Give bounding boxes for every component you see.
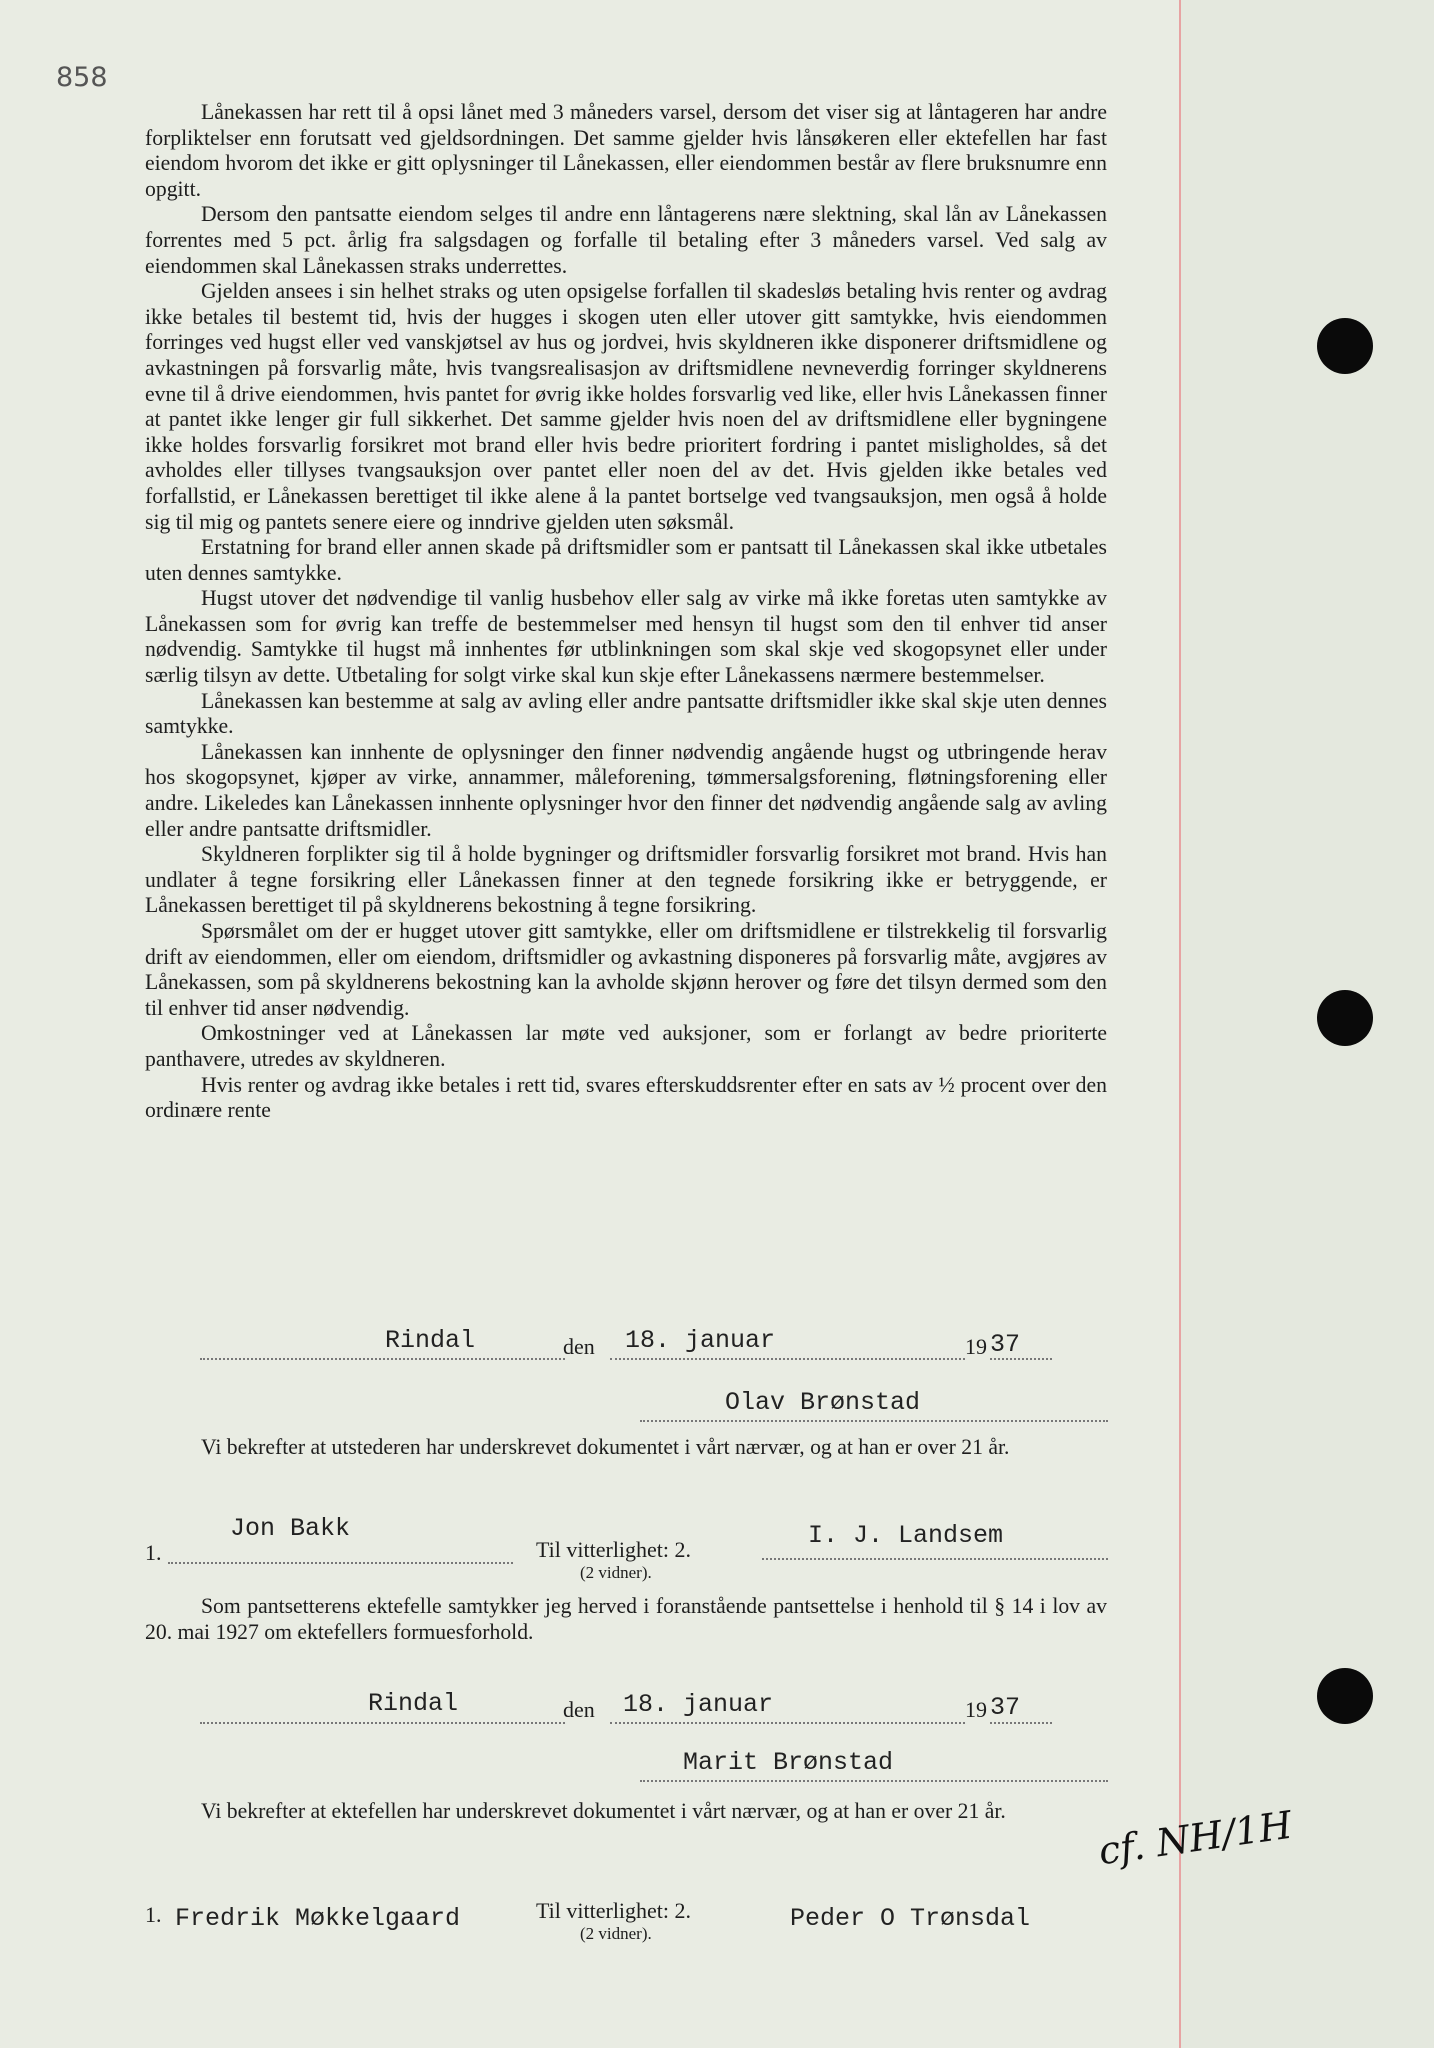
witness-sublabel: (2 vidner). — [580, 1924, 652, 1943]
signature-line — [640, 1780, 1108, 1782]
paragraph: Skyldneren forplikter sig til å holde bygninger og driftsmidler forsvarlig forsikret mot brand. Hvis han undlater å tegne forsikring eller Lånekassen finner at den tegnede forsikring ikke er betryggende, er Lånekassen berettiget til på skyldnerens bekostning å tegne forsikring. — [145, 842, 1107, 918]
year-prefix: 19 — [965, 1697, 987, 1722]
page-number: 858 — [56, 62, 108, 93]
margin-rule — [1179, 0, 1181, 2048]
witness-sublabel: (2 vidner). — [580, 1563, 652, 1582]
paragraph: Omkostninger ved at Lånekassen lar møte ved auksjoner, som er forlangt av bedre prioriterte panthavere, utredes av skyldneren. — [145, 1021, 1107, 1071]
signer-name: Marit Brønstad — [683, 1748, 894, 1777]
witness-label: Til vitterlighet: 2. — [536, 1537, 692, 1562]
place-line — [200, 1358, 565, 1360]
witness-2-name: I. J. Landsem — [808, 1521, 1004, 1550]
signing-date: 18. januar — [625, 1326, 776, 1355]
witness-statement: Vi bekrefter at utstederen har underskrevet dokumentet i vårt nærvær, og at han er over 21 år. — [201, 1435, 1010, 1459]
paragraph: Hugst utover det nødvendige til vanlig husbehov eller salg av virke må ikke foretas uten samtykke av Lånekassen som for øvrig kan treffe de bestemmelser med hensyn til hugst som den til enhver tid anser nødvendig. Samtykke til hugst må innhentes før utblinkningen som skal skje ved skogopsynet eller under særlig tilsyn av dette. Utbetaling for solgt virke skal kun skje efter Lånekassens nærmere bestemmelser. — [145, 586, 1107, 688]
year-prefix: 19 — [965, 1334, 987, 1359]
signing-place: Rindal — [385, 1326, 476, 1355]
witness-label: Til vitterlighet: 2. — [536, 1898, 692, 1923]
den-label: den — [563, 1334, 595, 1359]
date-line — [610, 1358, 965, 1360]
date-line — [610, 1722, 965, 1724]
paragraph: Lånekassen kan bestemme at salg av avling eller andre pantsatte driftsmidler ikke skal skje uten dennes samtykke. — [145, 688, 1107, 739]
right-margin-area — [1181, 0, 1434, 2048]
witness-2-name: Peder O Trønsdal — [790, 1904, 1031, 1933]
witness-number: 1. — [145, 1902, 162, 1927]
paragraph: Hvis renter og avdrag ikke betales i rett tid, svares efterskuddsrenter efter en sats av ½ procent over den ordinære rente — [145, 1072, 1107, 1123]
witness-line — [762, 1558, 1108, 1560]
terms-text — [145, 100, 1107, 1124]
witness-number: 1. — [145, 1540, 162, 1565]
paragraph: Lånekassen har rett til å opsi lånet med 3 måneders varsel, dersom det viser sig at låntageren har andre forpliktelser enn forutsatt ved gjeldsordningen. Det samme gjelder hvis lånsøkeren eller ektefellen har fast eiendom hvorom det ikke er gitt oplysninger til Lånekassen, eller eiendommen består av flere bruksnumre enn opgitt. — [145, 100, 1107, 201]
paragraph: Erstatning for brand eller annen skade på driftsmidler som er pantsatt til Lånekassen skal ikke utbetales uten dennes samtykke. — [145, 535, 1107, 585]
year-suffix: 37 — [990, 1330, 1021, 1359]
witness-1-name: Jon Bakk — [230, 1514, 351, 1543]
paragraph: Dersom den pantsatte eiendom selges til andre enn låntagerens nære slektning, skal lån av Lånekassen forrentes med 5 pct. årlig fra salgsdagen og forfalle til betaling efter 3 måneders varsel. Ved salg av eiendommen skal Lånekassen straks underrettes. — [145, 202, 1107, 278]
signer-name: Olav Brønstad — [725, 1388, 921, 1417]
den-label: den — [563, 1697, 595, 1722]
punch-hole — [1317, 318, 1373, 374]
witness-1-name: Fredrik Møkkelgaard — [175, 1904, 461, 1933]
year-line — [990, 1358, 1052, 1360]
paragraph: Spørsmålet om der er hugget utover gitt samtykke, eller om driftsmidlene er tilstrekkelig til forsvarlig drift av eiendommen, eller om eiendom, driftsmidler og avkastning disponeres på forsvarlig måte, avgjøres av Lånekassen, som på skyldnerens bekostning kan la avholde skjønn herover og føre det tilsyn dermed som den til enhver tid anser nødvendig. — [145, 919, 1107, 1020]
witness-statement: Vi bekrefter at ektefellen har underskrevet dokumentet i vårt nærvær, og at han er over 21 år. — [201, 1799, 1006, 1823]
year-line — [990, 1722, 1052, 1724]
spouse-consent: Som pantsetterens ektefelle samtykker jeg herved i foranstående pantsettelse i henhold til § 14 i lov av 20. mai 1927 om ektefellers formuesforhold. — [145, 1594, 1107, 1644]
witness-line — [168, 1562, 513, 1564]
place-line — [200, 1722, 565, 1724]
signing-place: Rindal — [368, 1689, 459, 1718]
margin-annotation: cf. NH/1H — [1095, 1802, 1295, 1874]
signature-line — [640, 1420, 1108, 1422]
punch-hole — [1317, 990, 1373, 1046]
paragraph: Lånekassen kan innhente de oplysninger den finner nødvendig angående hugst og utbringende herav hos skogopsynet, kjøper av virke, annammer, måleforening, tømmersalgsforening, fløtningsforening eller andre. Likeledes kan Lånekassen innhente oplysninger hvor den finner det nødvendig angående salg av avling eller andre pantsatte driftsmidler. — [145, 739, 1107, 841]
paragraph: Gjelden ansees i sin helhet straks og uten opsigelse forfallen til skadesløs betaling hvis renter og avdrag ikke betales til bestemt tid, hvis der hugges i skogen uten eller utover gitt samtykke, hvis eiendommen forringes ved hugst eller ved vanskjøtsel av hus og jordvei, hvis skyldneren ikke disponerer driftsmidlene og avkastningen på forsvarlig måte, hvis tvangsrealisasjon av driftsmidlene nevneverdig forringer skyldnerens evne til å drive eiendommen, hvis pantet for øvrig ikke holdes forsvarlig ved like, eller hvis Lånekassen finner at pantet ikke lenger gir full sikkerhet. Det samme gjelder hvis noen del av driftsmidlene eller bygningene ikke holdes forsvarlig forsikret mot brand eller hvis bedre prioritert fordring i pantet misligholdes, så det avholdes eller tillyses tvangsauksjon over pantet eller noen del av det. Hvis gjelden ikke betales ved forfallstid, er Lånekassen berettiget til ikke alene å la pantet bortselge ved tvangsauksjon, men også å holde sig til mig og pantets senere eiere og inndrive gjelden uten søksmål. — [145, 279, 1107, 534]
signing-date: 18. januar — [623, 1690, 774, 1719]
year-suffix: 37 — [990, 1693, 1021, 1722]
punch-hole — [1317, 1668, 1373, 1724]
